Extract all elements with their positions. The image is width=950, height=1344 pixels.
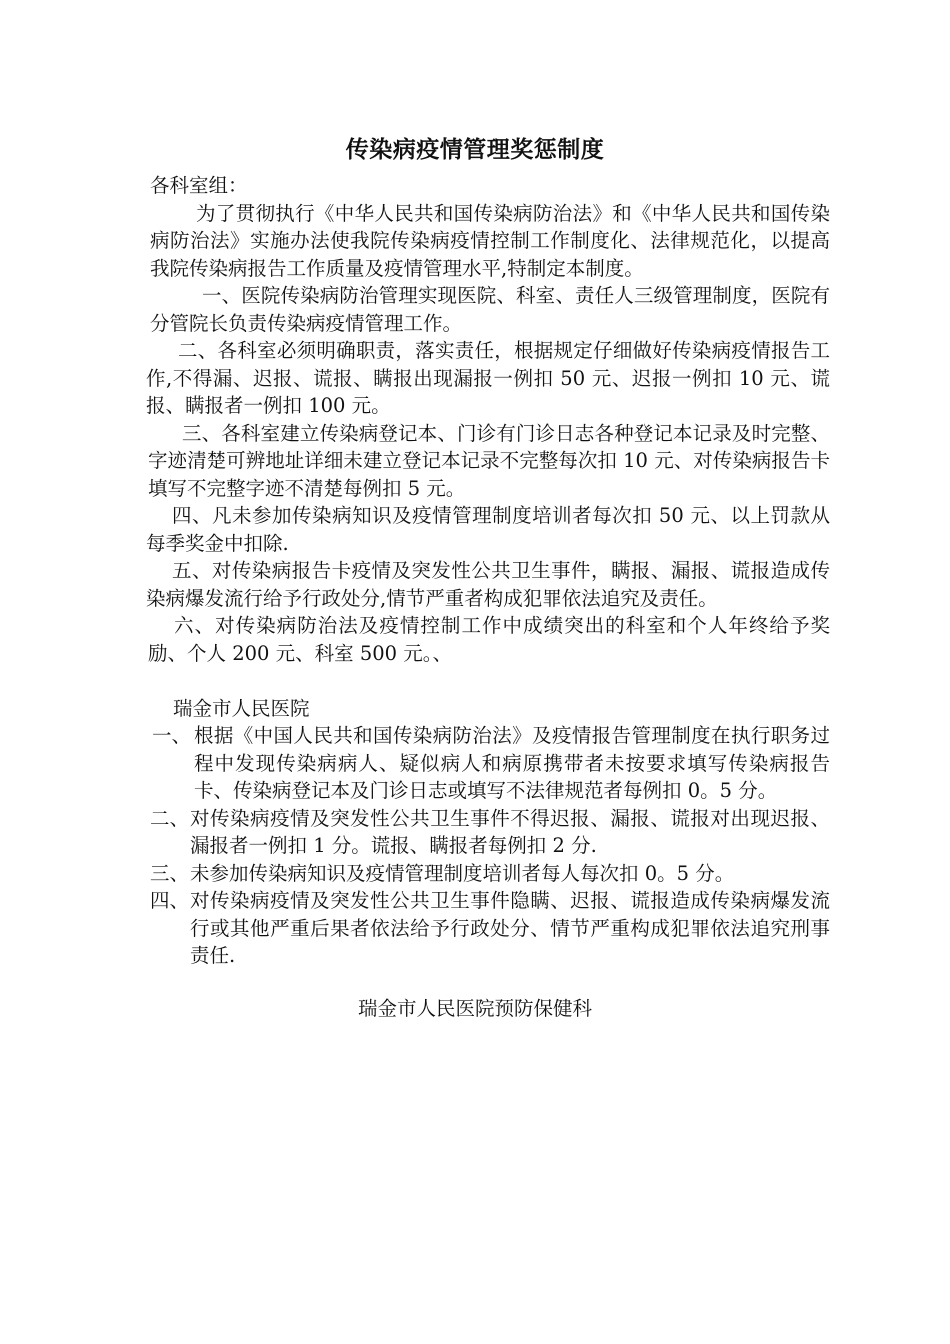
rule-item bbox=[146, 887, 830, 970]
rule-item bbox=[146, 860, 830, 888]
rule-number: 三、 bbox=[150, 861, 190, 885]
article-5: 五、对传染病报告卡疫情及突发性公共卫生事件，瞒报、漏报、谎报造成传染病爆发流行给予行政处分,情节严重者构成犯罪依法追究及责任。 bbox=[146, 559, 830, 610]
article-4: 四、凡未参加传染病知识及疫情管理制度培训者每次扣 50 元、以上罚款从每季奖金中扣除. bbox=[146, 504, 830, 555]
hospital-name: 瑞金市人民医院 bbox=[173, 696, 310, 720]
article-3: 三、各科室建立传染病登记本、门诊有门诊日志各种登记本记录及时完整、字迹清楚可辨地址详细未建立登记本记录不完整每次扣 10 元、对传染病报告卡填写不完整字迹不清楚每例扣 5 元。 bbox=[148, 421, 830, 500]
blank-line bbox=[146, 667, 830, 695]
rule-text: 根据《中国人民共和国传染病防治法》及疫情报告管理制度在执行职务过程中发现传染病病人、疑似病人和病原携带者未按要求填写传染病报告卡、传染病登记本及门诊日志或填写不法律规范者每例扣 0。5 分。 bbox=[194, 724, 830, 802]
article-2: 二、各科室必须明确职责，落实责任，根据规定仔细做好传染病疫情报告工作,不得漏、迟报、谎报、瞒报出现漏报一例扣 50 元、迟报一例扣 10 元、谎报、瞒报者一例扣 100 元。 bbox=[146, 339, 830, 417]
rule-number: 四、 bbox=[150, 889, 190, 912]
rule-item bbox=[146, 722, 830, 805]
rule-number: 一、 bbox=[152, 724, 192, 747]
document-title: 传染病疫情管理奖惩制度 bbox=[345, 137, 605, 163]
footer-department: 瑞金市人民医院预防保健科 bbox=[357, 997, 592, 1020]
rule-item bbox=[146, 805, 830, 860]
rule-text: 未参加传染病知识及疫情管理制度培训者每人每次扣 0。5 分。 bbox=[190, 861, 735, 885]
rule-number: 二、 bbox=[150, 806, 190, 830]
rule-text: 对传染病疫情及突发性公共卫生事件不得迟报、漏报、谎报对出现迟报、漏报者一例扣 1 分。谎报、瞒报者每例扣 2 分. bbox=[190, 806, 830, 857]
article-6: 六、对传染病防治法及疫情控制工作中成绩突出的科室和个人年终给予奖励、个人 200 元、科室 500 元。、 bbox=[148, 614, 830, 665]
salutation: 各科室组： bbox=[150, 174, 248, 197]
document-body bbox=[146, 172, 830, 970]
rule-text: 对传染病疫情及突发性公共卫生事件隐瞒、迟报、谎报造成传染病爆发流行或其他严重后果者依法给予行政处分、情节严重构成犯罪依法追究刑事责任. bbox=[190, 889, 830, 967]
intro-paragraph: 为了贯彻执行《中华人民共和国传染病防治法》和《中华人民共和国传染病防治法》实施办法使我院传染病疫情控制工作制度化、法律规范化，以提高我院传染病报告工作质量及疫情管理水平,特制定本制度。 bbox=[150, 201, 830, 280]
article-1: 一、医院传染病防治管理实现医院、科室、责任人三级管理制度，医院有分管院长负责传染病疫情管理工作。 bbox=[150, 284, 830, 335]
